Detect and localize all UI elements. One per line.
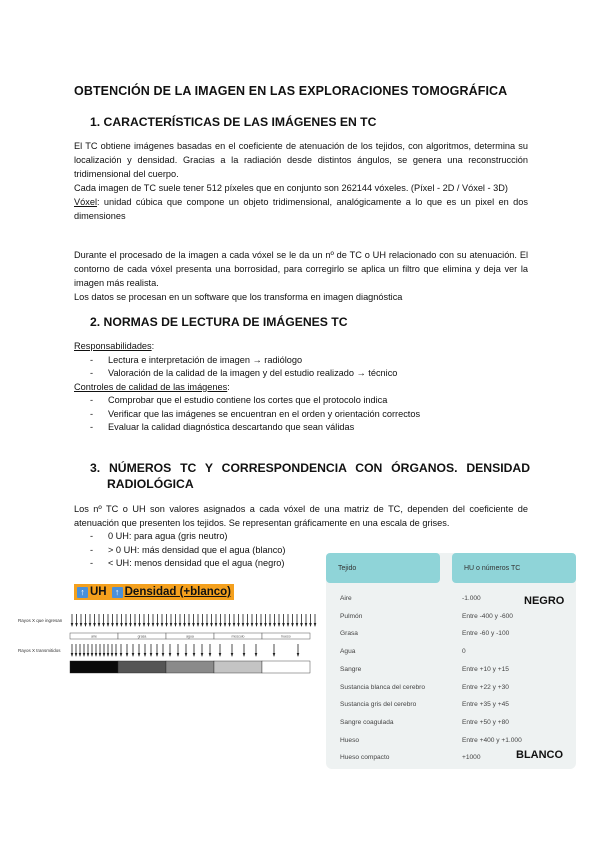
arrowhead <box>174 623 177 627</box>
arrowhead <box>197 623 200 627</box>
arrowhead <box>255 623 258 627</box>
arrowhead <box>215 623 218 627</box>
blanco-label: BLANCO <box>516 749 564 761</box>
arrowhead <box>75 653 78 657</box>
incoming-rays-label: Rayos X que ingresan <box>18 618 63 623</box>
arrowhead <box>111 653 114 657</box>
list-item: - Valoración de la calidad de la imagen y del estudio realizado → técnico <box>90 368 398 378</box>
gray-scale-block <box>214 661 262 673</box>
arrowhead <box>107 653 110 657</box>
arrowhead <box>89 623 92 627</box>
arrowhead <box>132 653 135 657</box>
arrowhead <box>242 623 245 627</box>
section1-p1: El TC obtiene imágenes basadas en el coeficiente de atenuación de los tejidos, con algoritmos, determina su localización y densidad. Gracias a la radiación desde distintos ángulos, se genera una reconstrucción tridimensional del cuerpo. <box>74 141 528 179</box>
arrowhead <box>255 653 258 657</box>
material-label: aire <box>91 634 97 639</box>
arrowhead <box>260 623 263 627</box>
arrowhead <box>115 653 118 657</box>
material-label: hueso <box>281 634 291 639</box>
list-item: - Comprobar que el estudio contiene los cortes que el protocolo indica <box>90 395 388 405</box>
arrowhead <box>147 623 150 627</box>
arrowhead <box>93 623 96 627</box>
section3-p1: Los nº TC o UH son valores asignados a cada vóxel de una matriz de TC, dependen del coeficiente de atenuación que presenten los tejidos. Se representan gráficamente en una escala de grises. <box>74 504 528 528</box>
arrowhead <box>246 623 249 627</box>
arrowhead <box>129 623 132 627</box>
section1-heading: 1. CARACTERÍSTICAS DE LAS IMÁGENES EN TC <box>90 115 377 129</box>
arrowhead <box>179 623 182 627</box>
arrowhead <box>228 623 231 627</box>
arrowhead <box>156 653 159 657</box>
tissue-cell: Sustancia gris del cerebro <box>340 701 417 709</box>
arrowhead <box>143 623 146 627</box>
arrowhead <box>169 653 172 657</box>
arrowhead <box>161 623 164 627</box>
hu-cell: Entre -60 y -100 <box>462 630 510 638</box>
list-item: - Verificar que las imágenes se encuentran en el orden y orientación correctos <box>90 408 421 419</box>
section2-body <box>74 340 528 435</box>
table-header-hu: HU o números TC <box>452 553 576 583</box>
arrowhead <box>98 623 101 627</box>
badge-density: Densidad (+blanco) <box>124 586 232 598</box>
arrowhead <box>170 623 173 627</box>
arrowhead <box>71 653 74 657</box>
transmitted-rays-label: Rayos X transmitidos <box>18 648 61 653</box>
arrowhead <box>126 653 129 657</box>
arrowhead <box>300 623 303 627</box>
arrowhead <box>297 653 300 657</box>
arrowhead <box>80 623 83 627</box>
material-label: grasa <box>137 634 147 639</box>
hu-cell: 0 <box>462 648 466 656</box>
up-arrow-icon: ↑ <box>112 587 123 598</box>
hu-cell: Entre +400 y +1.000 <box>462 736 522 744</box>
tissue-cell: Sustancia blanca del cerebro <box>340 683 426 691</box>
arrowhead <box>103 653 106 657</box>
gray-scale-block <box>166 661 214 673</box>
hu-cell: +1000 <box>462 754 481 762</box>
arrowhead <box>134 623 137 627</box>
arrowhead <box>273 623 276 627</box>
list-item: - 0 UH: para agua (gris neutro) <box>90 531 228 541</box>
list-item: - Lectura e interpretación de imagen → radiólogo <box>90 354 303 365</box>
arrowhead <box>91 653 94 657</box>
arrowhead <box>95 653 98 657</box>
arrowhead <box>192 623 195 627</box>
arrowhead <box>162 653 165 657</box>
responsibilities-label: Responsabilidades: <box>74 341 155 351</box>
list-item: - Evaluar la calidad diagnóstica descartando que sean válidas <box>90 422 355 432</box>
tissue-cell: Sangre coagulada <box>340 718 394 726</box>
badge-uh: UH <box>90 586 107 598</box>
hu-cell: Entre +10 y +15 <box>462 665 509 673</box>
arrowhead <box>125 623 128 627</box>
arrowhead <box>79 653 82 657</box>
section1-p4: Durante el procesado de la imagen a cada vóxel se le da un nº de TC o UH relacionado con su atenuación. El contorno de cada vóxel presenta una borrosidad, para corregirlo se aplica un filtro que elimina y deja ver la imagen más realista. <box>74 250 528 288</box>
arrowhead <box>152 623 155 627</box>
arrowhead <box>177 653 180 657</box>
arrowhead <box>188 623 191 627</box>
arrowhead <box>144 653 147 657</box>
hu-table <box>326 553 576 769</box>
list-item: - < UH: menos densidad que el agua (negro) <box>90 558 285 568</box>
arrowhead <box>296 623 299 627</box>
voxel-definition: : unidad cúbica que compone un objeto tridimensional, analógicamente a lo que es un pixel en dos dimensiones <box>74 197 528 221</box>
tissue-cell: Sangre <box>340 665 362 673</box>
arrowhead <box>71 623 74 627</box>
arrowhead <box>309 623 312 627</box>
section1-p5: Los datos se procesan en un software que los transforma en imagen diagnóstica <box>74 292 403 302</box>
arrowhead <box>193 653 196 657</box>
arrowhead <box>209 653 212 657</box>
arrowhead <box>237 623 240 627</box>
arrowhead <box>116 623 119 627</box>
material-label: agua <box>186 634 194 639</box>
arrowhead <box>201 623 204 627</box>
arrowhead <box>273 653 276 657</box>
arrowhead <box>150 653 153 657</box>
arrowhead <box>224 623 227 627</box>
tissue-cell: Aire <box>340 595 352 602</box>
tissue-cell: Hueso compacto <box>340 754 390 762</box>
arrowhead <box>219 623 222 627</box>
arrowhead <box>251 623 254 627</box>
arrowhead <box>107 623 110 627</box>
arrowhead <box>233 623 236 627</box>
gray-scale-block <box>118 661 166 673</box>
arrowhead <box>269 623 272 627</box>
section3-list <box>74 530 334 571</box>
section1-p2: Cada imagen de TC suele tener 512 píxeles que en conjunto son 262144 vóxeles. (Píxel - 2D / Vóxel - 3D) <box>74 183 508 193</box>
arrowhead <box>138 623 141 627</box>
material-label: músculo <box>231 634 245 639</box>
gray-scale-block <box>70 661 118 673</box>
page-title: OBTENCIÓN DE LA IMAGEN EN LAS EXPLORACIONES TOMOGRÁFICA <box>74 84 508 98</box>
tissue-cell: Grasa <box>340 630 358 638</box>
arrowhead <box>75 623 78 627</box>
table-header-tissue: Tejido <box>326 553 440 583</box>
arrowhead <box>138 653 141 657</box>
up-arrow-icon: ↑ <box>77 587 88 598</box>
section1-body-2 <box>74 248 528 304</box>
arrowhead <box>201 653 204 657</box>
arrowhead <box>219 653 222 657</box>
arrowhead <box>99 653 102 657</box>
arrowhead <box>120 653 123 657</box>
arrowhead <box>156 623 159 627</box>
hu-cell: Entre -400 y -600 <box>462 612 513 620</box>
arrowhead <box>102 623 105 627</box>
tissue-cell: Pulmón <box>340 612 363 620</box>
quality-controls-label: Controles de calidad de las imágenes: <box>74 381 230 392</box>
arrowhead <box>120 623 123 627</box>
tissue-cell: Agua <box>340 648 356 656</box>
section2-heading: 2. NORMAS DE LECTURA DE IMÁGENES TC <box>90 315 348 329</box>
arrowhead <box>305 623 308 627</box>
tissue-cell: Hueso <box>340 736 360 744</box>
arrowhead <box>206 623 209 627</box>
arrowhead <box>210 623 213 627</box>
section1-body <box>74 139 528 223</box>
arrowhead <box>231 653 234 657</box>
hu-cell: Entre +35 y +45 <box>462 701 509 709</box>
arrowhead <box>291 623 294 627</box>
arrowhead <box>264 623 267 627</box>
arrowhead <box>278 623 281 627</box>
list-item: - > 0 UH: más densidad que el agua (blanco) <box>90 544 286 555</box>
arrowhead <box>183 623 186 627</box>
arrowhead <box>185 653 188 657</box>
negro-label: NEGRO <box>524 595 565 607</box>
arrowhead <box>111 623 114 627</box>
hu-cell: -1.000 <box>462 595 481 602</box>
hu-cell: Entre +22 y +30 <box>462 683 509 691</box>
arrowhead <box>314 623 317 627</box>
arrowhead <box>165 623 168 627</box>
arrowhead <box>243 653 246 657</box>
arrowhead <box>84 623 87 627</box>
arrowhead <box>282 623 285 627</box>
gray-scale-block <box>262 661 310 673</box>
arrowhead <box>287 623 290 627</box>
attenuation-diagram <box>18 610 318 690</box>
density-badge <box>74 584 234 600</box>
hu-cell: Entre +50 y +80 <box>462 718 509 726</box>
arrowhead <box>83 653 86 657</box>
section3-heading: 3. NÚMEROS TC Y CORRESPONDENCIA CON ÓRGANOS. DENSIDAD RADIOLÓGICA <box>90 461 530 491</box>
section1-p3 <box>74 195 528 223</box>
arrowhead <box>87 653 90 657</box>
voxel-term: Vóxel <box>74 197 97 207</box>
